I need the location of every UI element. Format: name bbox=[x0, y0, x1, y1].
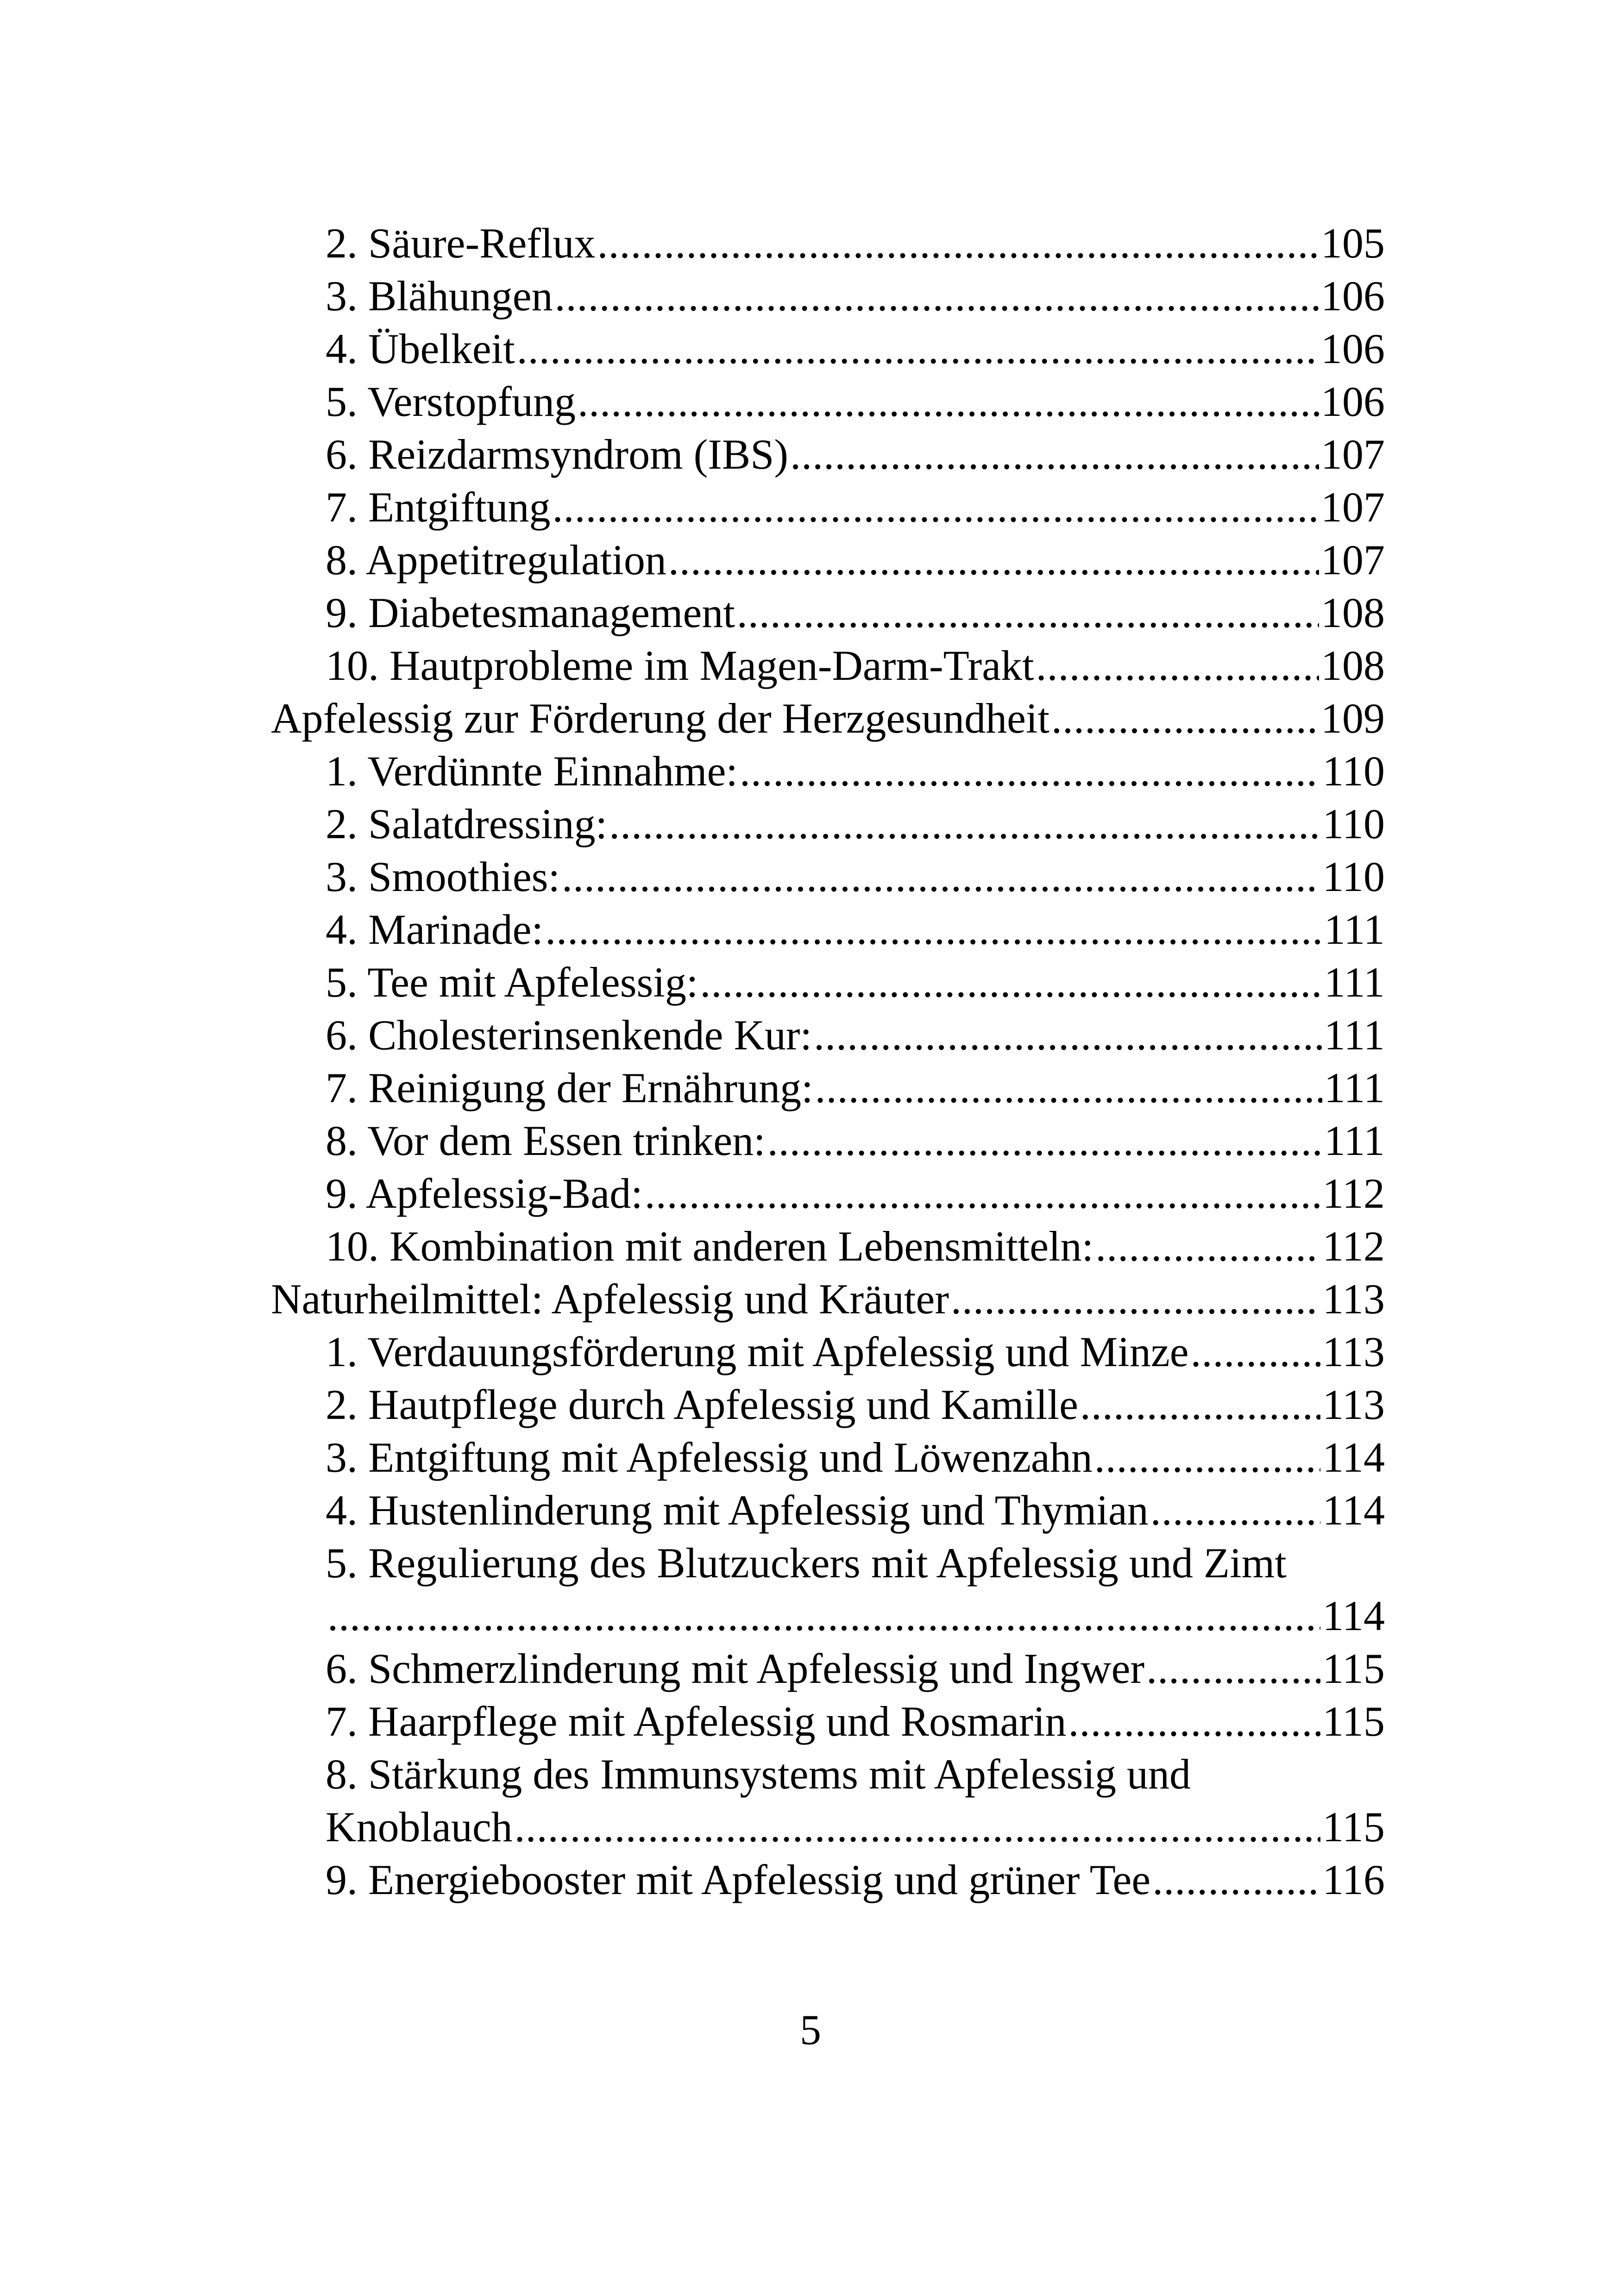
toc-entry[interactable] bbox=[271, 745, 1385, 797]
toc-leader-dots bbox=[597, 217, 1319, 270]
toc-entry[interactable] bbox=[271, 586, 1385, 639]
toc-entry-label: 3. Smoothies: bbox=[326, 853, 560, 900]
toc-entry-label-line: 5. Regulierung des Blutzuckers mit Apfelessig und Zimt bbox=[326, 1539, 1287, 1587]
toc-entry-label: 8. Appetitregulation bbox=[326, 536, 666, 583]
toc-entry-label: 10. Kombination mit anderen Lebensmitteln: bbox=[326, 1223, 1094, 1270]
toc-entry[interactable] bbox=[271, 639, 1385, 692]
toc-entry-page: 114 bbox=[1322, 1487, 1385, 1534]
toc-leader-dots bbox=[737, 586, 1319, 639]
toc-entry-page: 108 bbox=[1321, 589, 1385, 636]
toc-entry-label: 4. Marinade: bbox=[326, 906, 544, 953]
toc-entry-label: 4. Übelkeit bbox=[326, 325, 515, 372]
toc-entry[interactable] bbox=[271, 375, 1385, 428]
toc-entry-page: 111 bbox=[1324, 1117, 1385, 1164]
toc-entry-label: 1. Verdünnte Einnahme: bbox=[326, 747, 738, 795]
toc-leader-dots bbox=[645, 1167, 1321, 1220]
toc-entry-page: 108 bbox=[1321, 642, 1385, 689]
toc-leader-dots bbox=[951, 1273, 1320, 1325]
toc-entry-page: 111 bbox=[1324, 1011, 1385, 1059]
toc-leader-dots bbox=[1051, 692, 1319, 745]
toc-entry-page: 111 bbox=[1324, 959, 1385, 1006]
toc-section-entry[interactable] bbox=[271, 692, 1385, 745]
toc-leader-dots bbox=[609, 797, 1320, 850]
toc-entry-label: 6. Schmerzlinderung mit Apfelessig und Ingwer bbox=[326, 1645, 1145, 1692]
toc-entry-page: 107 bbox=[1321, 483, 1385, 531]
toc-section-label: Naturheilmittel: Apfelessig und Kräuter bbox=[271, 1275, 949, 1323]
toc-entry[interactable] bbox=[271, 270, 1385, 322]
toc-entry[interactable] bbox=[271, 1642, 1385, 1695]
toc-leader-dots bbox=[740, 745, 1320, 797]
toc-entry-page: 106 bbox=[1321, 272, 1385, 320]
toc-entry-page: 111 bbox=[1324, 906, 1385, 953]
toc-entry-page: 115 bbox=[1322, 1645, 1385, 1692]
toc-entry-page: 109 bbox=[1321, 695, 1385, 742]
toc-entry[interactable] bbox=[271, 903, 1385, 956]
toc-entry[interactable] bbox=[271, 1800, 1385, 1853]
toc-entry[interactable] bbox=[271, 1378, 1385, 1431]
toc-leader-dots bbox=[517, 322, 1319, 375]
toc-leader-dots bbox=[814, 1009, 1322, 1061]
toc-entry[interactable] bbox=[271, 1695, 1385, 1748]
toc-entry[interactable] bbox=[271, 956, 1385, 1009]
toc-entry-label: 2. Hautpflege durch Apfelessig und Kamille bbox=[326, 1381, 1078, 1428]
toc-leader-dots bbox=[1150, 1484, 1321, 1537]
toc-entry-label: 8. Vor dem Essen trinken: bbox=[326, 1117, 766, 1164]
toc-entry[interactable] bbox=[271, 428, 1385, 481]
toc-entry-page: 106 bbox=[1321, 378, 1385, 425]
toc-entry-label: 7. Haarpflege mit Apfelessig und Rosmarin bbox=[326, 1698, 1067, 1745]
toc-entry[interactable] bbox=[271, 1167, 1385, 1220]
toc-leader-dots bbox=[578, 375, 1319, 428]
toc-leader-dots bbox=[1080, 1378, 1320, 1431]
toc-entry[interactable] bbox=[271, 481, 1385, 533]
toc-leader-dots bbox=[515, 1800, 1321, 1853]
toc-leader-dots bbox=[767, 1114, 1322, 1167]
toc-entry-page: 110 bbox=[1322, 747, 1385, 795]
toc-entry-label: 5. Verstopfung bbox=[326, 378, 576, 425]
toc-leader-dots bbox=[668, 533, 1319, 586]
page-number: 5 bbox=[800, 2006, 821, 2053]
toc-entry[interactable] bbox=[271, 533, 1385, 586]
toc-entry-page: 110 bbox=[1322, 853, 1385, 900]
toc-entry-label: Knoblauch bbox=[326, 1803, 513, 1851]
toc-entry-page: 105 bbox=[1321, 220, 1385, 267]
toc-entry-label: 6. Cholesterinsenkende Kur: bbox=[326, 1011, 812, 1059]
toc-entry-label: 3. Entgiftung mit Apfelessig und Löwenzahn bbox=[326, 1434, 1093, 1481]
toc-entry-page: 114 bbox=[1322, 1592, 1385, 1639]
toc-entry-page: 112 bbox=[1322, 1223, 1385, 1270]
toc-entry-label: 9. Apfelessig-Bad: bbox=[326, 1170, 643, 1217]
toc-leader-dots bbox=[562, 850, 1320, 903]
toc-leader-dots bbox=[1094, 1431, 1321, 1484]
toc-entry[interactable] bbox=[271, 1009, 1385, 1061]
toc-leader-dots bbox=[1146, 1642, 1320, 1695]
toc-entry-page: 112 bbox=[1322, 1170, 1385, 1217]
toc-entry-page: 110 bbox=[1322, 800, 1385, 847]
table-of-contents bbox=[271, 217, 1385, 1906]
toc-entry-page: 113 bbox=[1322, 1275, 1385, 1323]
toc-entry-label: 3. Blähungen bbox=[326, 272, 553, 320]
toc-entry-label: 1. Verdauungsförderung mit Apfelessig und Minze bbox=[326, 1328, 1189, 1375]
toc-entry-label: 6. Reizdarmsyndrom (IBS) bbox=[326, 431, 789, 478]
toc-entry-label: 9. Diabetesmanagement bbox=[326, 589, 735, 636]
toc-entry[interactable] bbox=[271, 1061, 1385, 1114]
toc-entry-page: 107 bbox=[1321, 431, 1385, 478]
toc-entry-label: 7. Reinigung der Ernährung: bbox=[326, 1064, 813, 1111]
toc-leader-dots bbox=[327, 1589, 1320, 1642]
toc-section-entry[interactable] bbox=[271, 1273, 1385, 1325]
toc-leader-dots bbox=[1095, 1220, 1320, 1273]
toc-leader-dots bbox=[1152, 1853, 1320, 1906]
toc-entry-page: 114 bbox=[1322, 1434, 1385, 1481]
toc-entry-page: 115 bbox=[1322, 1803, 1385, 1851]
toc-entry-label-line: 8. Stärkung des Immunsystems mit Apfelessig und bbox=[326, 1750, 1191, 1798]
toc-entry-page: 107 bbox=[1321, 536, 1385, 583]
toc-entry-label: 7. Entgiftung bbox=[326, 483, 551, 531]
toc-entry-label: 5. Tee mit Apfelessig: bbox=[326, 959, 698, 1006]
toc-leader-dots bbox=[700, 956, 1322, 1009]
toc-leader-dots bbox=[553, 481, 1319, 533]
toc-leader-dots bbox=[545, 903, 1322, 956]
toc-entry[interactable] bbox=[271, 1220, 1385, 1273]
toc-entry-page: 116 bbox=[1322, 1856, 1385, 1903]
toc-entry-page: 106 bbox=[1321, 325, 1385, 372]
toc-entry-page: 113 bbox=[1322, 1381, 1385, 1428]
toc-entry[interactable] bbox=[271, 1484, 1385, 1537]
toc-entry[interactable] bbox=[271, 322, 1385, 375]
toc-entry[interactable] bbox=[271, 1114, 1385, 1167]
toc-entry-label: 4. Hustenlinderung mit Apfelessig und Thymian bbox=[326, 1487, 1149, 1534]
toc-leader-dots bbox=[1191, 1325, 1321, 1378]
toc-entry-page: 115 bbox=[1322, 1698, 1385, 1745]
toc-entry[interactable] bbox=[271, 1325, 1385, 1378]
toc-entry[interactable] bbox=[271, 850, 1385, 903]
toc-leader-dots bbox=[1036, 639, 1319, 692]
toc-entry-label: 2. Salatdressing: bbox=[326, 800, 608, 847]
toc-entry-label: 10. Hautprobleme im Magen-Darm-Trakt bbox=[326, 642, 1034, 689]
toc-section-label: Apfelessig zur Förderung der Herzgesundheit bbox=[271, 695, 1050, 742]
toc-entry-label: 2. Säure-Reflux bbox=[326, 220, 596, 267]
toc-entry-page: 113 bbox=[1322, 1328, 1385, 1375]
toc-entry-label: 9. Energiebooster mit Apfelessig und grüner Tee bbox=[326, 1856, 1151, 1903]
toc-entry-page: 111 bbox=[1324, 1064, 1385, 1111]
toc-entry[interactable] bbox=[271, 1853, 1385, 1906]
toc-entry[interactable] bbox=[271, 217, 1385, 270]
toc-leader-dots bbox=[790, 428, 1319, 481]
toc-leader-dots bbox=[1068, 1695, 1320, 1748]
toc-entry[interactable] bbox=[271, 797, 1385, 850]
toc-leader-dots bbox=[815, 1061, 1322, 1114]
toc-entry[interactable] bbox=[271, 1589, 1385, 1642]
toc-entry[interactable] bbox=[271, 1431, 1385, 1484]
toc-leader-dots bbox=[555, 270, 1319, 322]
